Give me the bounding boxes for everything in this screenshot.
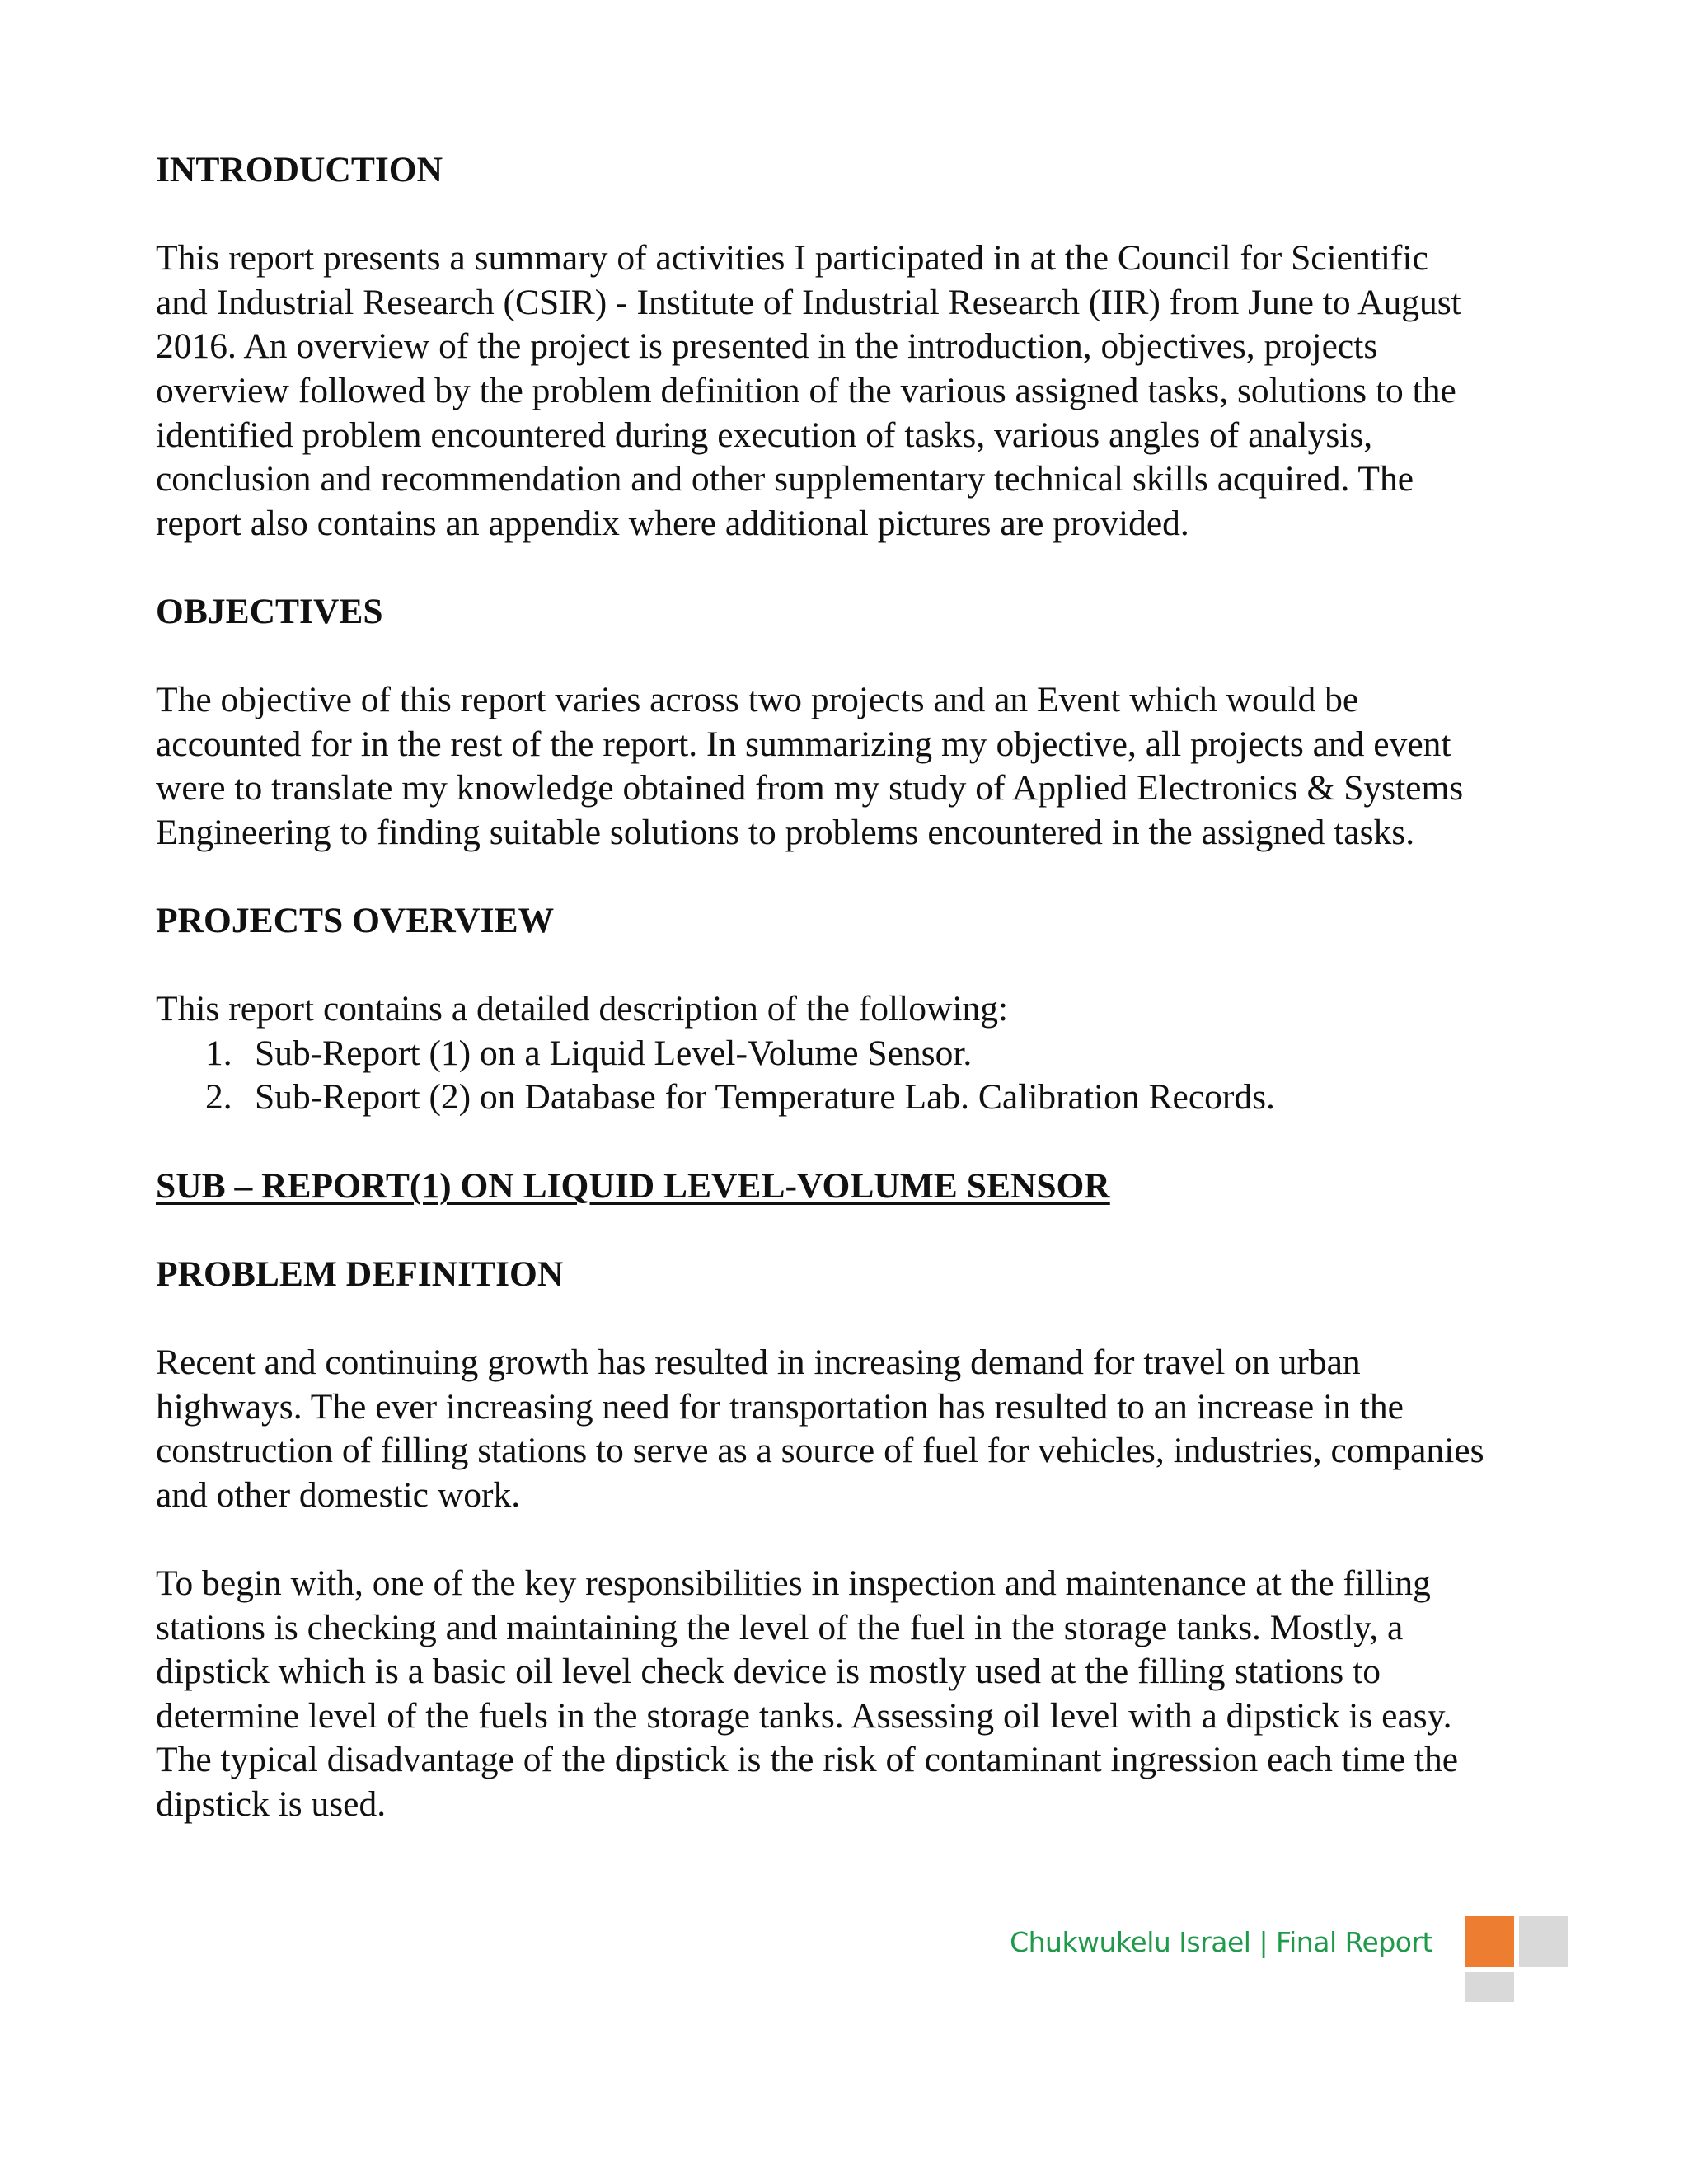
list-number: 2. — [205, 1077, 232, 1118]
footer-accent-square — [1465, 1916, 1514, 1967]
text-line: dipstick is used. — [156, 1783, 387, 1824]
list-item — [156, 1032, 1573, 1076]
list-item-text: Sub-Report (1) on a Liquid Level-Volume Sensor. — [255, 1033, 973, 1073]
list-number: 1. — [205, 1033, 232, 1073]
text-line: To begin with, one of the key responsibilities in inspection and maintenance at the filling — [156, 1563, 1431, 1603]
paragraph-objectives — [156, 678, 1573, 855]
text-line: and other domestic work. — [156, 1474, 521, 1515]
text-line: The objective of this report varies across two projects and an Event which would be — [156, 680, 1359, 720]
list-item — [156, 1076, 1573, 1120]
footer-gray-square — [1519, 1916, 1568, 1967]
paragraph-problem-2 — [156, 1562, 1573, 1827]
text-line: dipstick which is a basic oil level check device is mostly used at the filling stations to — [156, 1652, 1381, 1692]
paragraph-problem-1 — [156, 1341, 1573, 1517]
heading-problem-definition: PROBLEM DEFINITION — [156, 1254, 564, 1294]
projects-list — [156, 1032, 1573, 1120]
text-line: report also contains an appendix where additional pictures are provided. — [156, 503, 1189, 543]
text-line: conclusion and recommendation and other supplementary technical skills acquired. The — [156, 459, 1414, 499]
list-item-text: Sub-Report (2) on Database for Temperature Lab. Calibration Records. — [255, 1077, 1275, 1118]
footer-text: Chukwukelu Israel | Final Report — [1010, 1926, 1432, 1958]
document-body — [156, 148, 1573, 1871]
text-line: 2016. An overview of the project is presented in the introduction, objectives, projects — [156, 326, 1378, 367]
footer-gray-bar — [1465, 1972, 1514, 2002]
text-line: construction of filling stations to serve as a source of fuel for vehicles, industries, companies — [156, 1431, 1484, 1471]
text-line: identified problem encountered during execution of tasks, various angles of analysis, — [156, 415, 1373, 455]
text-line: Engineering to finding suitable solutions to problems encountered in the assigned tasks. — [156, 812, 1415, 852]
paragraph-introduction — [156, 237, 1573, 546]
heading-objectives: OBJECTIVES — [156, 591, 383, 631]
projects-intro-text: This report contains a detailed description of the following: — [156, 989, 1009, 1029]
heading-projects-overview: PROJECTS OVERVIEW — [156, 901, 555, 941]
text-line: were to translate my knowledge obtained from my study of Applied Electronics & Systems — [156, 768, 1464, 808]
text-line: This report presents a summary of activities I participated in at the Council for Scientific — [156, 238, 1428, 279]
heading-sub-report: SUB – REPORT(1) ON LIQUID LEVEL-VOLUME SENSOR — [156, 1165, 1110, 1206]
text-line: accounted for in the rest of the report. In summarizing my objective, all projects and event — [156, 724, 1451, 764]
text-line: stations is checking and maintaining the level of the fuel in the storage tanks. Mostly, a — [156, 1607, 1404, 1647]
text-line: The typical disadvantage of the dipstick is the risk of contaminant ingression each time the — [156, 1740, 1459, 1780]
text-line: determine level of the fuels in the storage tanks. Assessing oil level with a dipstick is easy. — [156, 1695, 1452, 1736]
heading-introduction: INTRODUCTION — [156, 150, 443, 190]
page-footer — [0, 1916, 1688, 2015]
text-line: overview followed by the problem definition of the various assigned tasks, solutions to the — [156, 370, 1456, 410]
text-line: and Industrial Research (CSIR) - Institute of Industrial Research (IIR) from June to August — [156, 282, 1461, 322]
text-line: highways. The ever increasing need for transportation has resulted to an increase in the — [156, 1386, 1404, 1427]
text-line: Recent and continuing growth has resulted in increasing demand for travel on urban — [156, 1343, 1361, 1383]
